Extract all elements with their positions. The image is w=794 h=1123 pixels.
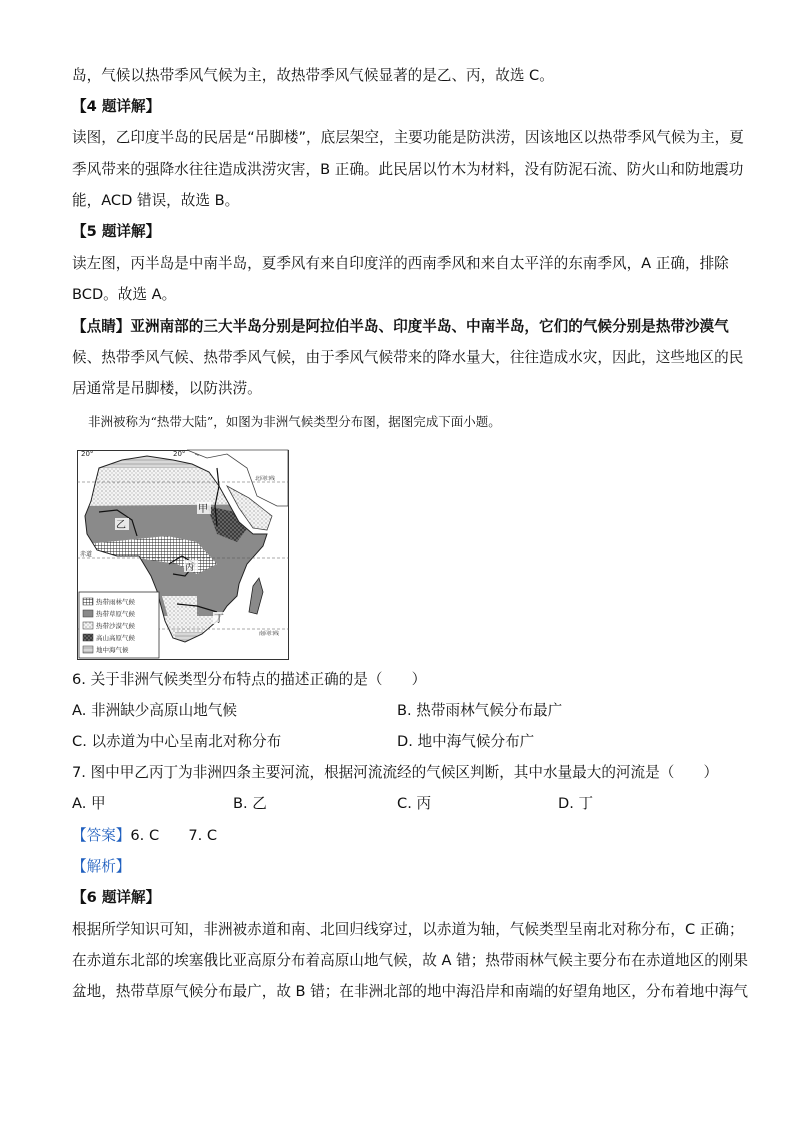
q6-option-c: C. 以赤道为中心呈南北对称分布 — [72, 733, 282, 750]
text-line: 候、热带季风气候、热带季风气候，由于季风气候带来的降水量大，往往造成水灾，因此，这些地区的民 — [72, 349, 744, 366]
q6-option-b: B. 热带雨林气候分布最广 — [397, 702, 563, 719]
detail6-tag: 【6 题详解】 — [72, 889, 161, 906]
section-heading: 【5 题详解】 — [72, 223, 161, 240]
text-line: 读左图，丙半岛是中南半岛，夏季风有来自印度洋的西南季风和来自太平洋的东南季风，A 正确，排除 — [72, 255, 729, 272]
q7-option-a: A. 甲 — [72, 795, 106, 812]
river-label-bing: 丙 — [185, 563, 195, 573]
answer-line — [72, 826, 217, 846]
lon-label: 20° — [81, 450, 94, 458]
q7-option-b: B. 乙 — [233, 795, 267, 812]
tropic-north-label: 北回归线 — [255, 476, 276, 482]
equator-label: 赤道 — [80, 551, 93, 558]
legend-item: 热带雨林气候 — [96, 598, 135, 606]
answer-text: 6. C 7. C — [130, 827, 218, 844]
river-label-yi: 乙 — [116, 520, 126, 531]
tip-line: 【点睛】亚洲南部的三大半岛分别是阿拉伯半岛、印度半岛、中南半岛，它们的气候分别是热带沙漠气 — [72, 318, 729, 335]
q7-stem: 7. 图中甲乙丙丁为非洲四条主要河流，根据河流流经的气候区判断，其中水量最大的河流是（ ） — [72, 764, 719, 781]
q7-option-c: C. 丙 — [397, 795, 432, 812]
q6-stem: 6. 关于非洲气候类型分布特点的描述正确的是（ ） — [72, 671, 427, 688]
analysis-tag: 【解析】 — [72, 858, 131, 875]
text-line: 居通常是吊脚楼，以防洪涝。 — [72, 380, 262, 397]
section-heading: 【4 题详解】 — [72, 98, 161, 115]
africa-climate-map — [77, 446, 289, 660]
text-line: 读图，乙印度半岛的民居是“吊脚楼”，底层架空，主要功能是防洪涝，因该地区以热带季风气候为主，夏 — [72, 129, 744, 146]
river-label-ding: 丁 — [214, 614, 224, 625]
text-line: 季风带来的强降水往往造成洪涝灾害，B 正确。此民居以竹木为材料，没有防泥石流、防火山和防地震功 — [72, 161, 744, 178]
question-intro: 非洲被称为“热带大陆”，如图为非洲气候类型分布图，据图完成下面小题。 — [88, 414, 501, 429]
detail6-line: 在赤道东北部的埃塞俄比亚高原分布着高原山地气候，故 A 错；热带雨林气候主要分布在赤道地区的刚果 — [72, 952, 748, 969]
text-line: 岛，气候以热带季风气候为主，故热带季风气候显著的是乙、丙，故选 C。 — [72, 67, 554, 84]
detail6-line: 盆地，热带草原气候分布最广，故 B 错；在非洲北部的地中海沿岸和南端的好望角地区，分布着地中海气 — [72, 983, 749, 1000]
q7-option-d: D. 丁 — [558, 795, 594, 812]
river-label-jia: 甲 — [198, 504, 208, 515]
text-line: BCD。故选 A。 — [72, 286, 177, 303]
detail6-line: 根据所学知识可知，非洲被赤道和南、北回归线穿过，以赤道为轴，气候类型呈南北对称分布，C 正确； — [72, 921, 744, 938]
legend-item: 高山高原气候 — [96, 634, 135, 642]
lon-label: 20° — [173, 450, 186, 458]
legend-item: 热带草原气候 — [96, 610, 135, 618]
q6-option-d: D. 地中海气候分布广 — [397, 733, 535, 750]
tropic-south-label: 南回归线 — [259, 631, 280, 637]
answer-tag: 【答案】 — [72, 827, 131, 844]
legend-item: 地中海气候 — [96, 646, 129, 654]
legend-item: 热带沙漠气候 — [96, 622, 135, 630]
text-line: 能，ACD 错误，故选 B。 — [72, 192, 240, 209]
q6-option-a: A. 非洲缺少高原山地气候 — [72, 702, 237, 719]
